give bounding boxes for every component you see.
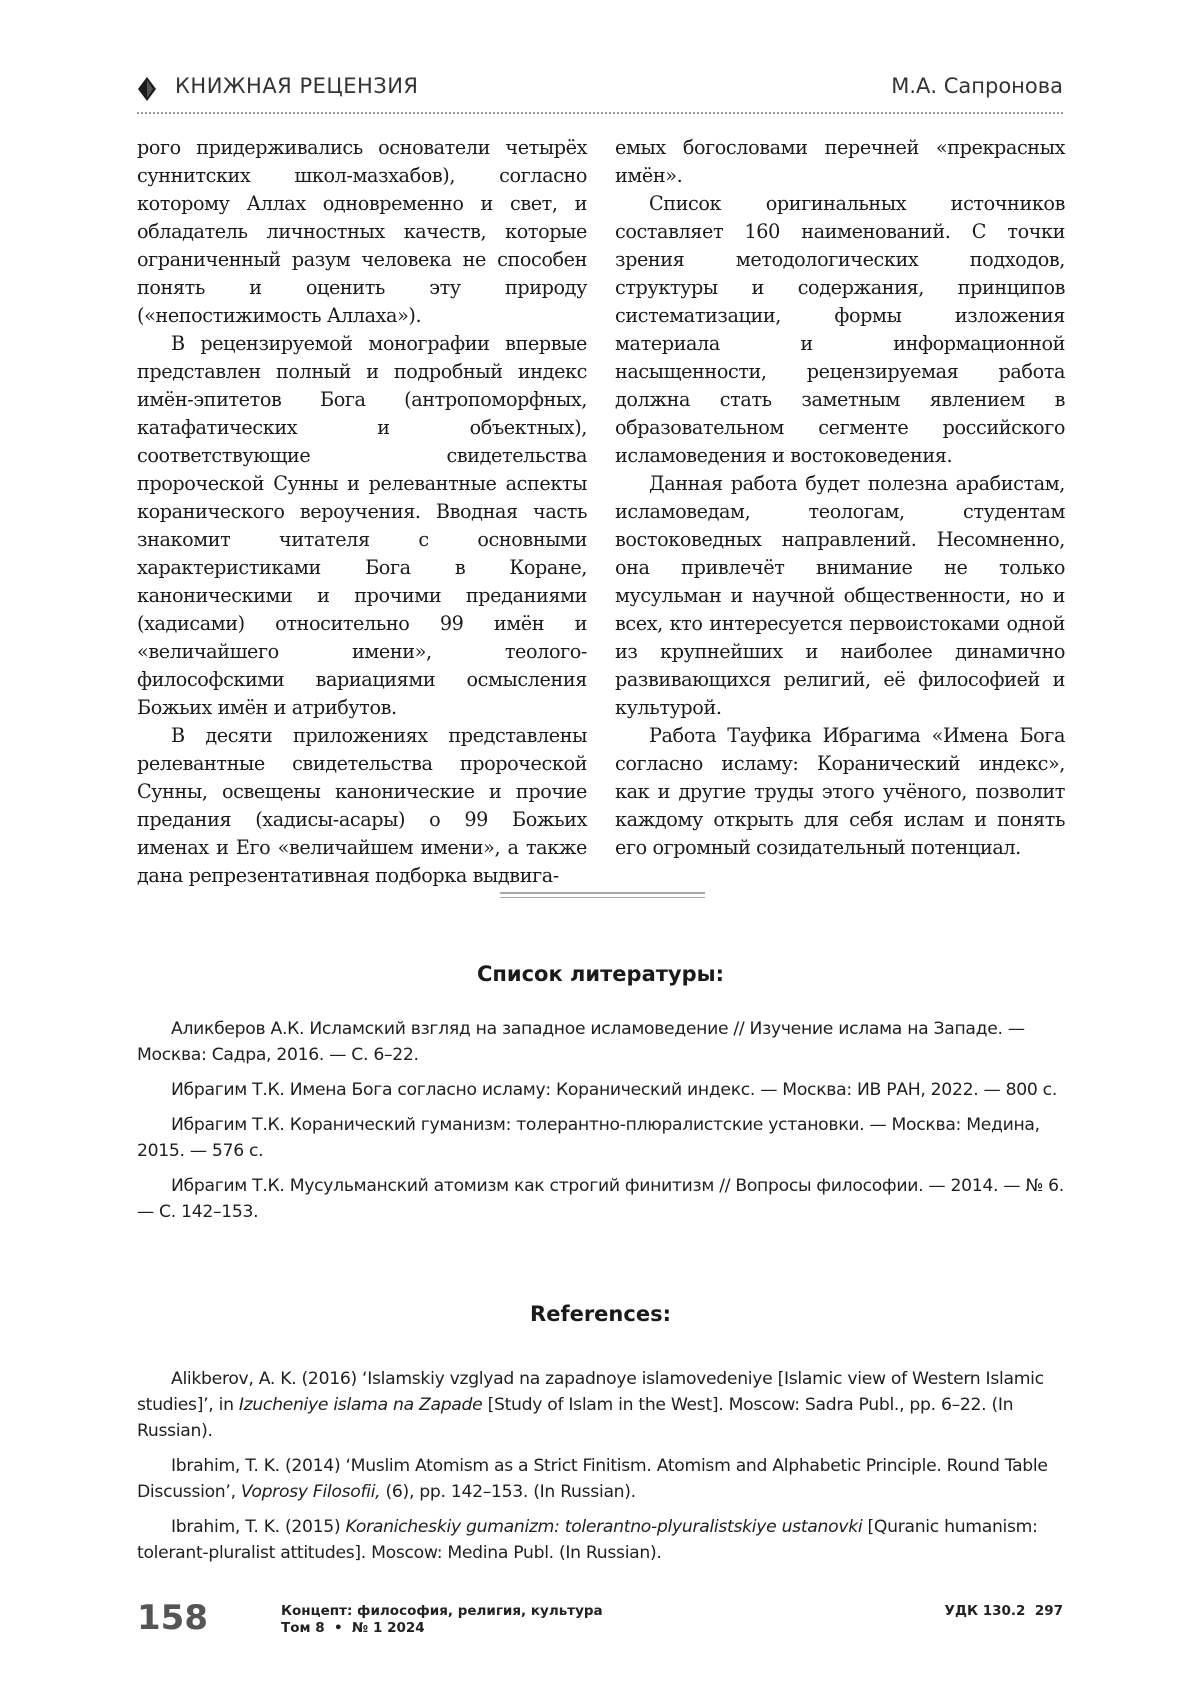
paragraph: емых богословами перечней «прекрасных имён». bbox=[615, 136, 1065, 187]
reference-text: Alikberov, A. K. (2016) ‘Islamskiy vzglyad na zapadnoye islamovedeniye [Islamic view of Western Islamic studies]’, in bbox=[137, 1369, 1044, 1415]
bibliography-list bbox=[137, 1016, 1064, 1234]
bibliography-entry: Ибрагим Т.К. Коранический гуманизм: толерантно-плюралистские установки. — Москва: Медина, 2015. — 576 с. bbox=[137, 1115, 1040, 1161]
paragraph: рого придерживались основатели четырёх суннитских школ-мазхабов), согласно которому Аллах одновременно и свет, и обладатель личностных качеств, которые ограниченный разум человека не способен понять и оценить эту природу («непостижимость Аллаха»). bbox=[137, 136, 587, 327]
journal-name: Концепт: философия, религия, культура bbox=[281, 1603, 603, 1619]
journal-info bbox=[281, 1603, 603, 1637]
running-header bbox=[137, 72, 1063, 114]
article-body bbox=[137, 134, 1065, 887]
bibliography-entry: Ибрагим Т.К. Мусульманский атомизм как строгий финитизм // Вопросы философии. — 2014. — № 6. — С. 142–153. bbox=[137, 1176, 1064, 1222]
reference-entry bbox=[137, 1453, 1064, 1505]
paragraph: В десяти приложениях представлены релевантные свидетельства пророческой Сунны, освещены канонические и прочие предания (хадисы-асары) о 99 Божьих именах и Его «величайшем имени», а также дана репрезентативная подборка выдвига- bbox=[137, 724, 587, 887]
page-footer bbox=[137, 1598, 1063, 1648]
reference-text: (6), pp. 142–153. (In Russian). bbox=[380, 1482, 636, 1502]
udk-code: УДК 130.2 297 bbox=[944, 1603, 1063, 1619]
paragraph: Список оригинальных источников составляет 160 наименований. С точки зрения методологических подходов, структуры и содержания, принципов систематизации, формы изложения материала и информационной насыщенности, рецензируемая работа должна стать заметным явлением в образовательном сегменте российского исламоведения и востоковедения. bbox=[615, 192, 1065, 467]
page-number: 158 bbox=[137, 1598, 208, 1638]
left-column bbox=[137, 134, 587, 890]
bibliography-entry: Ибрагим Т.К. Имена Бога согласно исламу: Коранический индекс. — Москва: ИВ РАН, 2022. — 800 с. bbox=[171, 1080, 1057, 1100]
paragraph: Данная работа будет полезна арабистам, исламоведам, теологам, студентам востоковедных направлений. Несомненно, она привлечёт внимание не только мусульман и научной общественности, но и всех, кто интересуется первоистоками одной из крупнейших и наиболее динамично развивающихся религий, её философией и культурой. bbox=[615, 472, 1065, 719]
author-name: М.А. Сапронова bbox=[891, 74, 1063, 98]
reference-source-title: Voprosy Filosofii, bbox=[240, 1482, 381, 1502]
reference-source-title: Koranicheskiy gumanizm: tolerantno-plyuralistskiye ustanovki bbox=[345, 1517, 863, 1537]
reference-entry bbox=[137, 1514, 1064, 1566]
references-list bbox=[137, 1366, 1064, 1575]
references-title: References: bbox=[530, 1302, 671, 1326]
right-column bbox=[615, 134, 1065, 862]
paragraph: Работа Тауфика Ибрагима «Имена Бога согласно исламу: Коранический индекс», как и другие труды этого учёного, позволит каждому открыть для себя ислам и понять его огромный созидательный потенциал. bbox=[615, 724, 1065, 859]
section-divider-thin bbox=[500, 897, 705, 898]
section-divider bbox=[500, 892, 705, 894]
diamond-icon bbox=[138, 77, 156, 101]
reference-entry bbox=[137, 1366, 1064, 1444]
section-title: КНИЖНАЯ РЕЦЕНЗИЯ bbox=[175, 74, 419, 98]
reference-text: Ibrahim, T. K. (2015) bbox=[171, 1517, 346, 1537]
paragraph: В рецензируемой монографии впервые представлен полный и подробный индекс имён-эпитетов Бога (антропоморфных, катафатических и объектных), соответствующие свидетельства пророческой Сунны и релевантные аспекты коранического вероучения. Вводная часть знакомит читателя с основными характеристиками Бога в Коране, каноническими и прочими преданиями (хадисами) относительно 99 имён и «величайшего имени», теолого-философскими вариациями осмысления Божьих имён и атрибутов. bbox=[137, 332, 587, 719]
bibliography-entry: Аликберов А.К. Исламский взгляд на западное исламоведение // Изучение ислама на Западе. — Москва: Садра, 2016. — С. 6–22. bbox=[137, 1019, 1025, 1065]
bibliography-title: Список литературы: bbox=[476, 962, 725, 986]
reference-text: [Quranic humanism: tolerant-pluralist attitudes]. Moscow: Medina Publ. (In Russian). bbox=[137, 1517, 1038, 1563]
reference-source-title: Izucheniye islama na Zapade bbox=[238, 1395, 483, 1415]
volume-issue: Том 8 • № 1 2024 bbox=[281, 1620, 425, 1636]
reference-text: [Study of Islam in the West]. Moscow: Sadra Publ., pp. 6–22. (In Russian). bbox=[137, 1395, 1014, 1441]
reference-text: Ibrahim, T. K. (2014) ‘Muslim Atomism as a Strict Finitism. Atomism and Alphabetic Principle. Round Table Discussion’, bbox=[137, 1456, 1048, 1502]
